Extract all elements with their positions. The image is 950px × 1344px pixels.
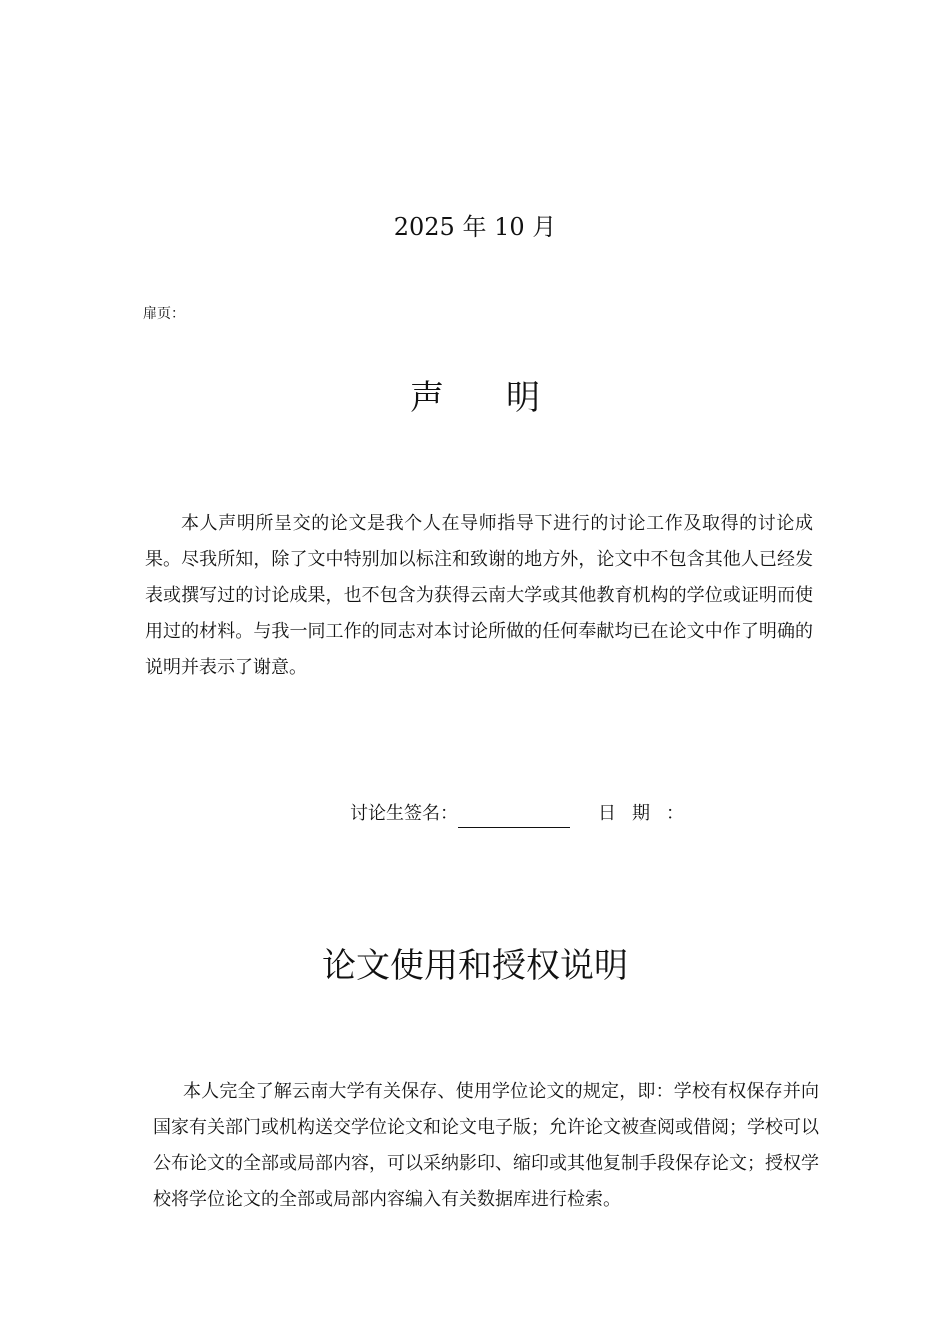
authorization-title: 论文使用和授权说明 [322,946,628,986]
authorization-body: 本人完全了解云南大学有关保存、使用学位论文的规定，即：学校有权保存并向国家有关部门或机构送交学位论文和论文电子版；允许论文被查阅或借阅；学校可以公布论文的全部或局部内容，可以采纳影印、缩印或其他复制手段保存论文；授权学校将学位论文的全部或局部内容编入有关数据库进行检索。 [153,1081,819,1210]
date-label: 日期： [598,803,700,824]
declaration-title: 声明 [410,378,602,418]
signature-row [350,800,700,828]
signature-label: 讨论生签名： [350,803,458,824]
signature-blank-line[interactable] [458,807,570,828]
flyleaf-label: 扉页： [143,306,185,322]
declaration-body: 本人声明所呈交的论文是我个人在导师指导下进行的讨论工作及取得的讨论成果。尽我所知，除了文中特别加以标注和致谢的地方外，论文中不包含其他人已经发表或撰写过的讨论成果，也不包含为获得云南大学或其他教育机构的学位或证明而使用过的材料。与我一同工作的同志对本讨论所做的任何奉献均已在论文中作了明确的说明并表示了谢意。 [145,513,813,678]
cover-date: 2025 年 10 月 [393,213,557,241]
